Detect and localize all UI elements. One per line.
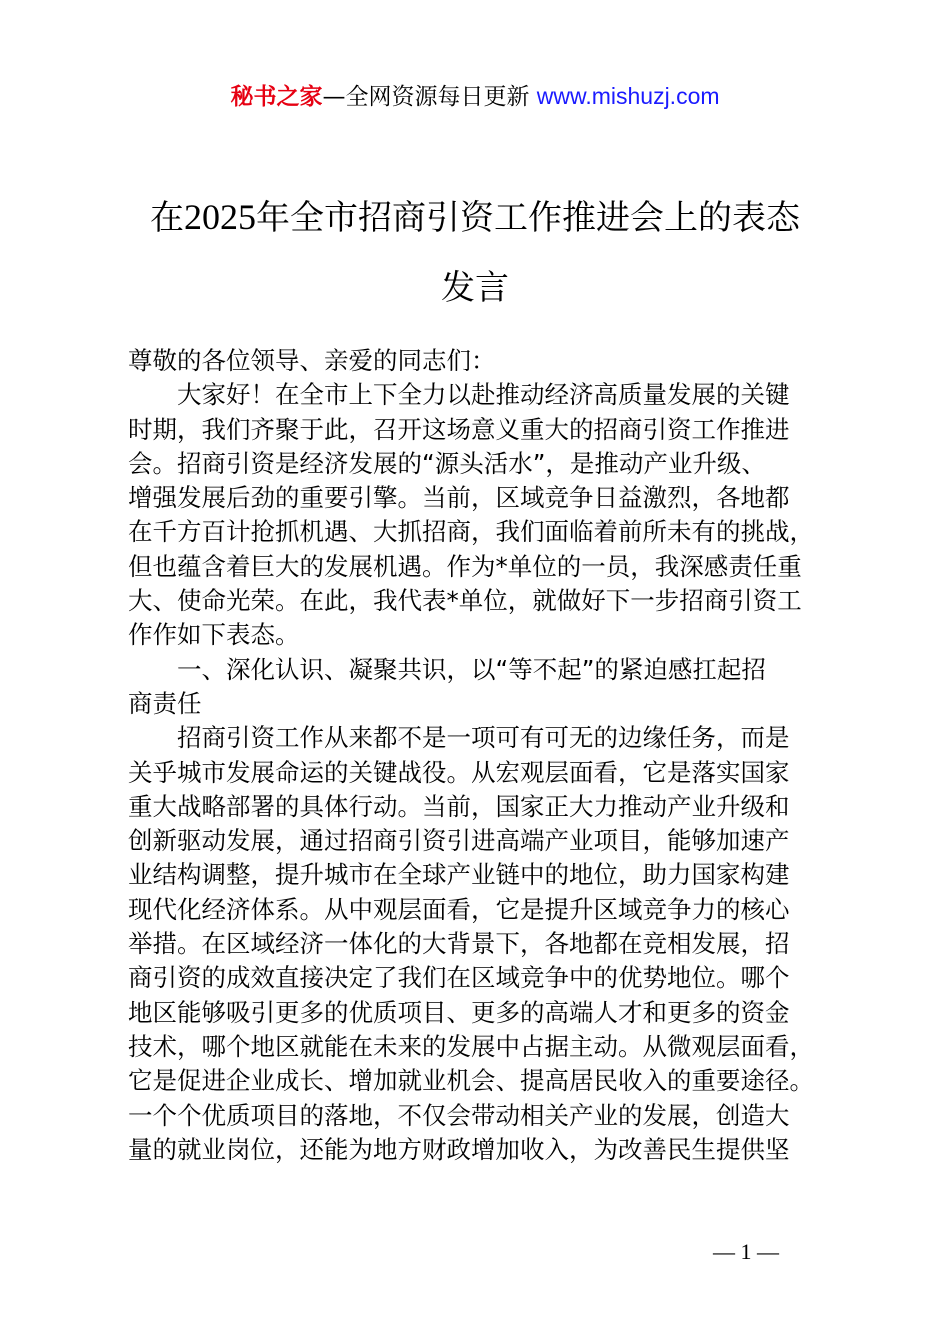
site-brand: 秘书之家 [230, 84, 323, 110]
body-line: 它是促进企业成长、增加就业机会、提高居民收入的重要途径。 [128, 1066, 814, 1096]
body-line: 业结构调整，提升城市在全球产业链中的地位，助力国家构建 [128, 860, 790, 890]
salutation: 尊敬的各位领导、亲爱的同志们： [128, 346, 496, 375]
title-line-2: 发言 [441, 268, 509, 308]
section-heading-1: 一、深化认识、凝聚共识，以“等不起”的紧迫感扛起招 [177, 654, 766, 684]
body-line: 重大战略部署的具体行动。当前，国家正大力推动产业升级和 [128, 791, 790, 821]
body-line: 创新驱动发展，通过招商引资引进高端产业项目，能够加速产 [128, 826, 790, 856]
title-prefix: 在 [150, 198, 184, 238]
page-number: — 1 — [713, 1239, 779, 1264]
site-url-link[interactable]: www.mishuzj.com [536, 83, 720, 109]
body-line: 大、使命光荣。在此，我代表*单位，就做好下一步招商引资工 [128, 586, 802, 616]
body-line: 作作如下表态。 [128, 620, 300, 650]
body-line: 招商引资工作从来都不是一项可有可无的边缘任务，而是 [177, 723, 790, 753]
body-line: 会。招商引资是经济发展的“源头活水”，是推动产业升级、 [128, 448, 766, 478]
body-line: 时期，我们齐聚于此，召开这场意义重大的招商引资工作推进 [128, 414, 790, 444]
body-line: 关乎城市发展命运的关键战役。从宏观层面看，它是落实国家 [128, 757, 790, 787]
document-title [80, 182, 870, 323]
body-line: 增强发展后劲的重要引擎。当前，区域竞争日益激烈，各地都 [128, 483, 790, 513]
title-line-1 [80, 182, 870, 253]
body-line: 地区能够吸引更多的优质项目、更多的高端人才和更多的资金 [128, 997, 790, 1027]
body-line: 举措。在区域经济一体化的大背景下，各地都在竞相发展，招 [128, 929, 790, 959]
body-line: 但也蕴含着巨大的发展机遇。作为*单位的一员，我深感责任重 [128, 551, 802, 581]
title-year: 2025 [184, 197, 256, 237]
body-line: 一个个优质项目的落地，不仅会带动相关产业的发展，创造大 [128, 1100, 790, 1130]
body-line: 在千方百计抢抓机遇、大抓招商，我们面临着前所未有的挑战， [128, 517, 814, 547]
body-line: 量的就业岗位，还能为地方财政增加收入，为改善民生提供坚 [128, 1134, 790, 1164]
body-line: 技术，哪个地区就能在未来的发展中占据主动。从微观层面看， [128, 1031, 814, 1061]
site-slogan: —全网资源每日更新 [322, 84, 537, 110]
section-heading-1-cont: 商责任 [128, 688, 202, 718]
document-body [128, 344, 850, 1167]
title-main: 年全市招商引资工作推进会上的表态 [256, 198, 800, 238]
body-line: 商引资的成效直接决定了我们在区域竞争中的优势地位。哪个 [128, 963, 790, 993]
site-header [0, 80, 950, 113]
body-line: 现代化经济体系。从中观层面看，它是提升区域竞争力的核心 [128, 894, 790, 924]
body-line: 大家好！在全市上下全力以赴推动经济高质量发展的关键 [177, 380, 790, 410]
